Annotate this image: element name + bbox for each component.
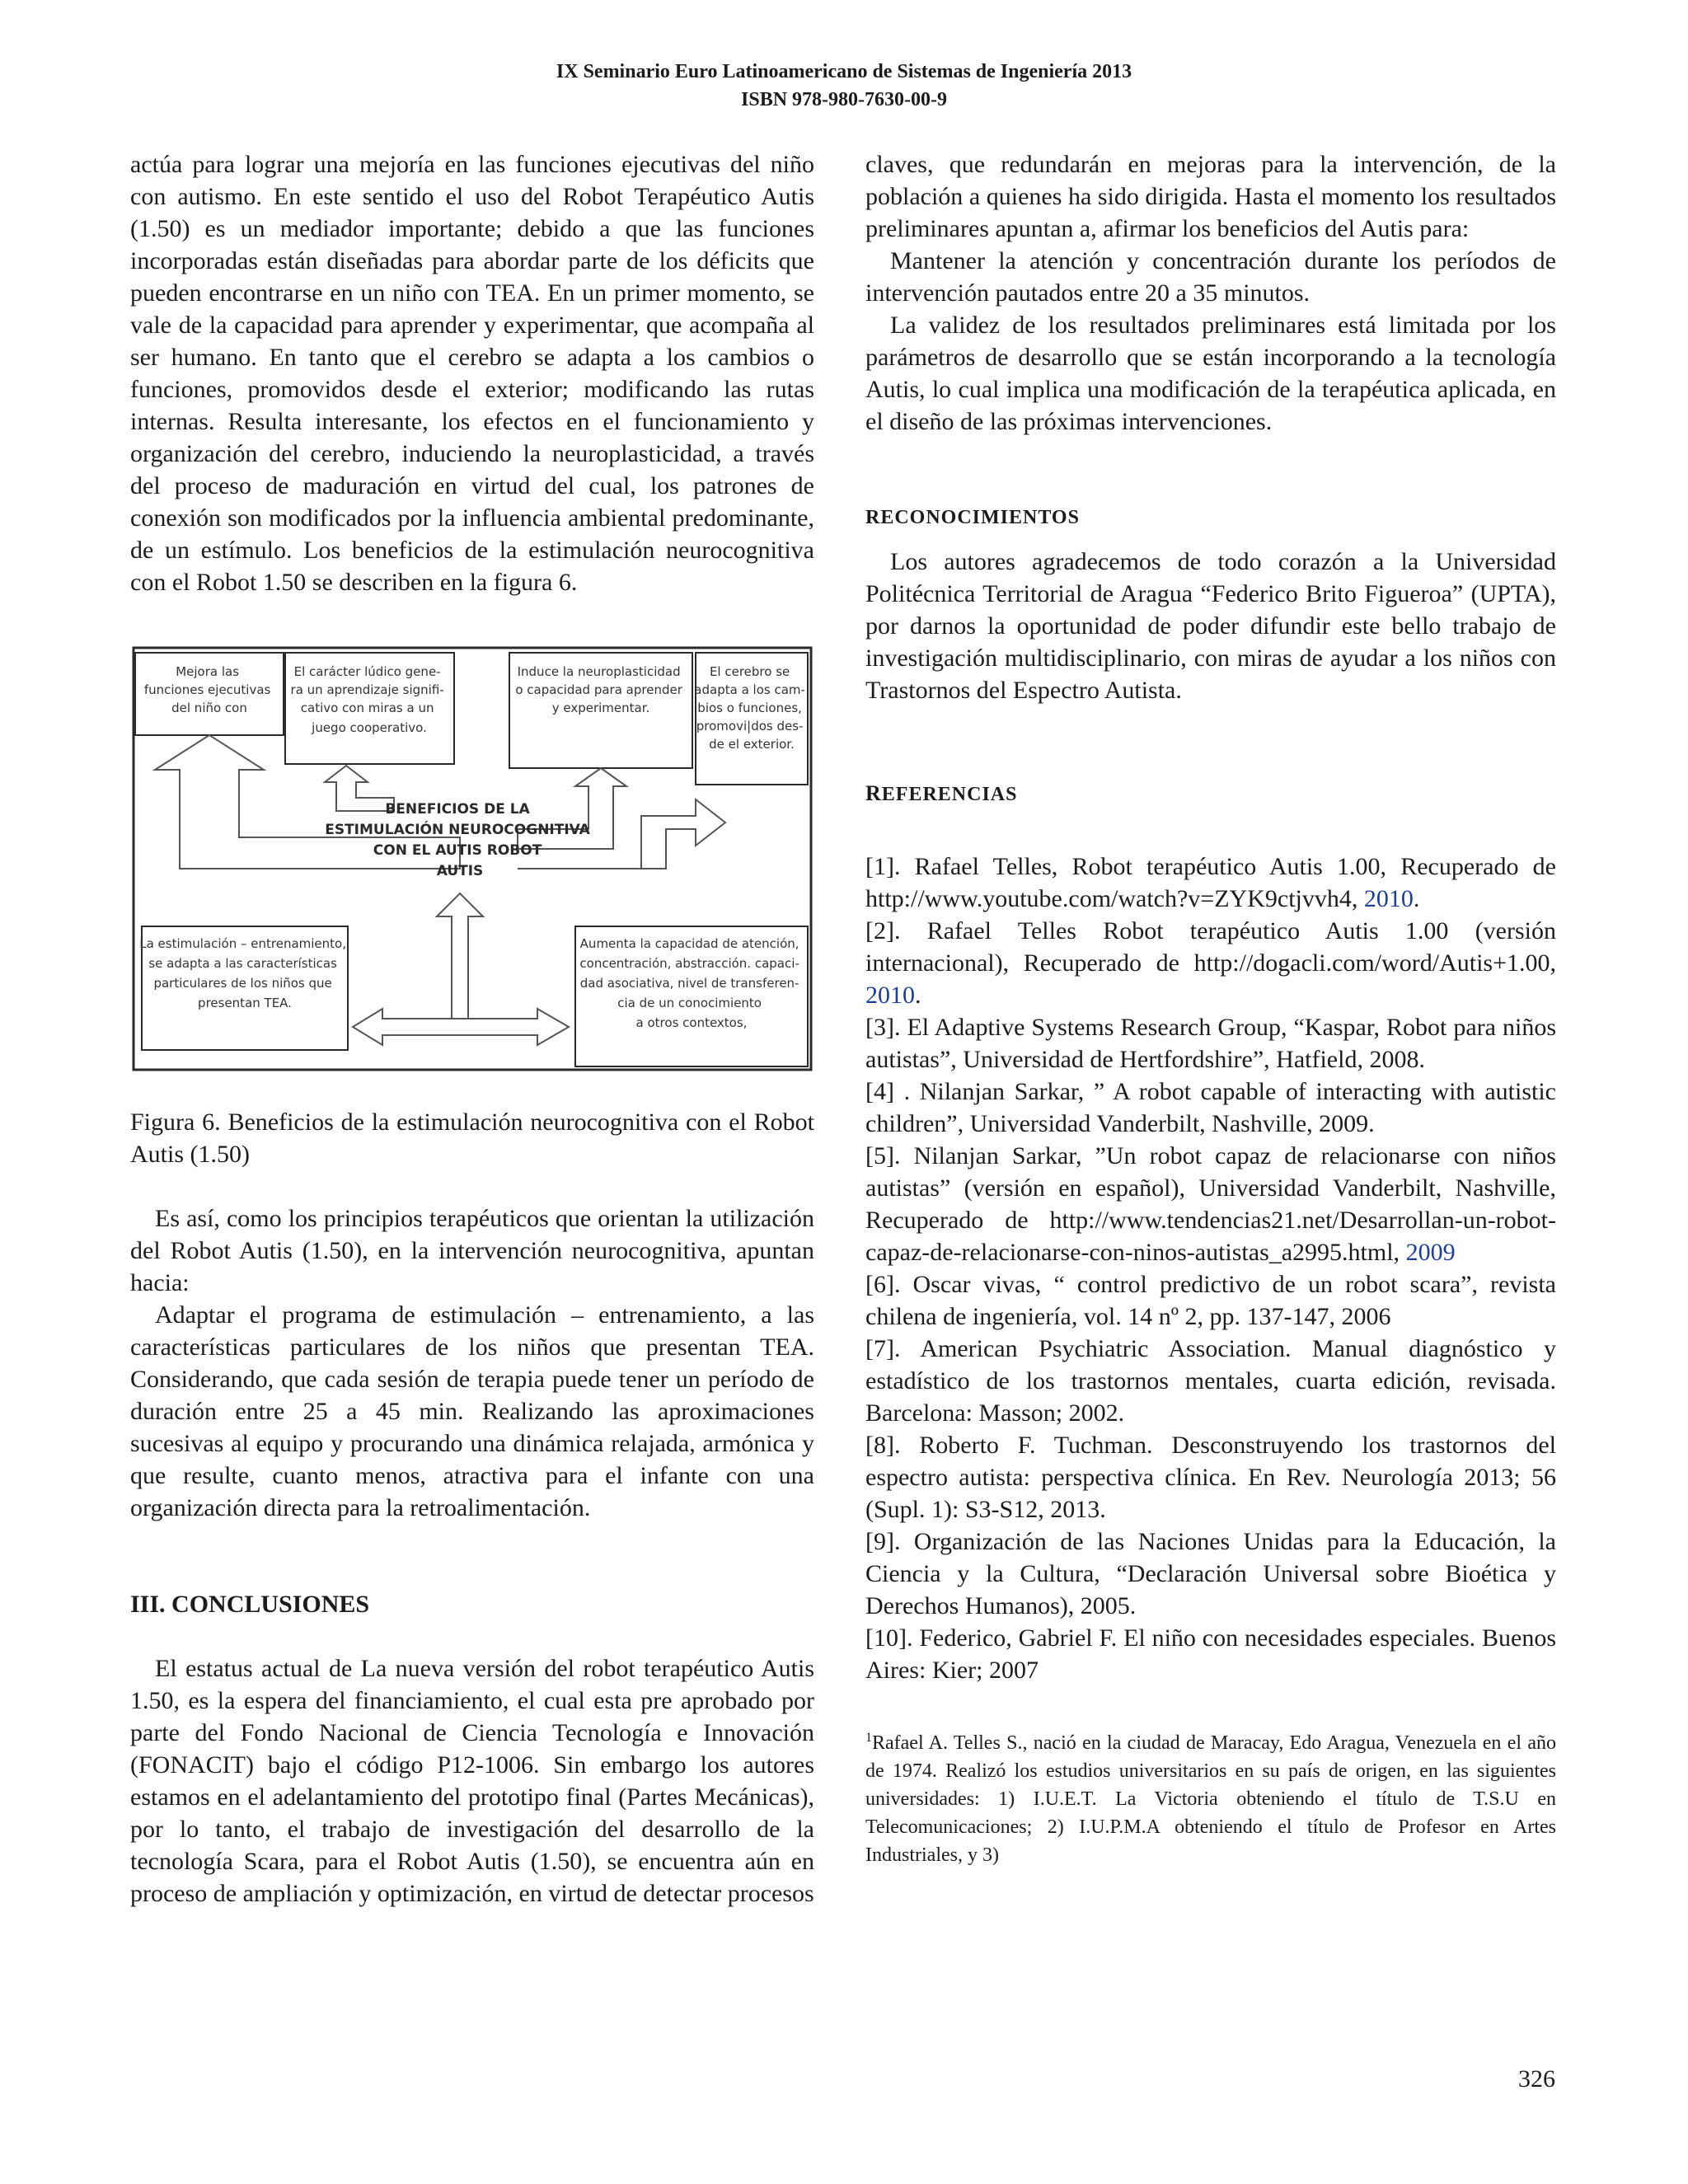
reference-2-end: . (915, 982, 921, 1009)
right-column (865, 148, 1556, 1869)
author-footnote (865, 1724, 1556, 1869)
reference-9: [9]. Organización de las Naciones Unidas para la Educación, la Ciencia y la Cultura, “Declaración Universal sobre Bioética y Derechos Humanos), 2005. (865, 1528, 1556, 1619)
acknowledgements-text: Los autores agradecemos de todo corazón a la Universidad Politécnica Territorial de Aragua “Federico Brito Figueroa” (UPTA), por darnos la oportunidad de poder difundir este bello trabajo de investigación multidisciplinario, con miras de ayudar a los niños con Trastornos del Espectro Autista. (865, 548, 1556, 704)
figure-6-svg (130, 646, 814, 1075)
reference-2-year: 2010 (865, 982, 915, 1009)
header-conference: IX Seminario Euro Latinoamericano de Sistemas de Ingeniería 2013 (556, 61, 1132, 82)
right-paragraph-2: Mantener la atención y concentración durante los períodos de intervención pautados entre 20 a 35 minutos. (865, 247, 1556, 307)
reference-7: [7]. American Psychiatric Association. Manual diagnóstico y estadístico de los trastornos mentales, cuarta edición, revisada. Barcelona: Masson; 2002. (865, 1335, 1556, 1427)
right-paragraph-3: La validez de los resultados preliminares está limitada por los parámetros de desarrollo que se están incorporando a la tecnología Autis, lo cual implica una modificación de la terapéutica aplicada, en el diseño de las próximas intervenciones. (865, 312, 1556, 435)
left-column (130, 148, 814, 1910)
reference-1-year: 2010 (1363, 885, 1414, 912)
reference-6: [6]. Oscar vivas, “ control predictivo de un robot scara”, revista chilena de ingeniería, vol. 14 nº 2, pp. 137-147, 2006 (865, 1271, 1556, 1330)
reference-8: [8]. Roberto F. Tuchman. Desconstruyendo los trastornos del espectro autista: perspectiva clínica. En Rev. Neurología 2013; 56 (Supl. 1): S3-S12, 2013. (865, 1432, 1556, 1523)
right-paragraph-1: claves, que redundarán en mejoras para la intervención, de la población a quienes ha sido dirigida. Hasta el momento los resultados preliminares apuntan a, afirmar los beneficios del Autis para: (865, 151, 1556, 242)
references-heading (865, 777, 1556, 811)
box-neuroplasticidad-text: Induce la neuroplasticidad o capacidad para aprender y experimentar. (515, 664, 682, 715)
footnote-text: Rafael A. Telles S., nació en la ciudad de Maracay, Edo Aragua, Venezuela en el año de 1974. Realizó los estudios universitarios en su país de origen, en las siguientes universidades: 1) I.U.E.T. La Victoria obteniendo el título de T.S.U en Telecomunicaciones; 2) I.U.P.M.A obteniendo el título de Profesor en Artes Industriales, y 3) (865, 1732, 1556, 1866)
figure-6-caption: Figura 6. Beneficios de la estimulación neurocognitiva con el Robot Autis (1.50) (130, 1108, 814, 1168)
left-paragraph-1: actúa para lograr una mejoría en las funciones ejecutivas del niño con autismo. En este sentido el uso del Robot Terapéutico Autis (1.50) es un mediador importante; debido a que las funciones incorporadas están diseñadas para abordar parte de los déficits que pueden encontrarse en un niño con TEA. En un primer momento, se vale de la capacidad para aprender y experimentar, que acompaña al ser humano. En tanto que el cerebro se adapta a los cambios o funciones, promovidos desde el exterior; modificando las rutas internas. Resulta interesante, los efectos en el funcionamiento y organización del cerebro, induciendo la neuroplasticidad, a través del proceso de maduración en virtud del cual, los patrones de conexión son modificados por la influencia ambiental predominante, de un estímulo. Los beneficios de la estimulación neurocognitiva con el Robot 1.50 se describen en la figura 6. (130, 151, 814, 596)
reference-10: [10]. Federico, Gabriel F. El niño con necesidades especiales. Buenos Aires: Kier; 2007 (865, 1624, 1556, 1684)
figure-center-title: BENEFICIOS DE LA ESTIMULACIÓN NEUROCOGNITIVA CON EL AUTIS ROBOT AUTIS (325, 801, 590, 879)
box-atencion-text: Aumenta la capacidad de atención, concentración, abstracción. capaci- dad asociativa, nivel de transferen- cia de un conocimiento a otros contextos, (579, 936, 799, 1030)
left-paragraph-3: Adaptar el programa de estimulación – entrenamiento, a las características particulares de los niños que presentan TEA. Considerando, que cada sesión de terapia puede tener un período de duración entre 25 a 45 min. Realizando las aproximaciones sucesivas al equipo y procurando una dinámica relajada, armónica y que resulte, cuanto menos, atractiva para el infante con una organización directa para la retroalimentación. (130, 1301, 814, 1521)
acknowledgements-heading: RECONOCIMIENTOS (865, 507, 1080, 528)
reference-2-text: [2]. Rafael Telles Robot terapéutico Autis 1.00 (versión internacional), Recuperado de http://dogacli.com/word/Autis+1.00, (865, 917, 1556, 977)
box-cerebro-text: El cerebro se adapta a los cam- bios o funciones, promovi|dos des- de el exterior. (694, 664, 805, 752)
header-isbn: ISBN 978-980-7630-00-9 (741, 89, 947, 110)
figure-6-diagram (130, 646, 814, 1075)
left-paragraph-4: El estatus actual de La nueva versión del robot terapéutico Autis 1.50, es la espera del financiamiento, el cual esta pre aprobado por parte del Fondo Nacional de Ciencia Tecnología e Innovación (FONACIT) bajo el código P12-1006. Sin embargo los autores estamos en el adelantamiento del prototipo final (Partes Mecánicas), por lo tanto, el trabajo de investigación del desarrollo de la tecnología Scara, para el Robot Autis (1.50), se encuentra aún en proceso de ampliación y optimización, en virtud de detectar procesos (130, 1655, 814, 1907)
references-heading-rest: EFERENCIAS (881, 784, 1018, 805)
reference-1-text: [1]. Rafael Telles, Robot terapéutico Autis 1.00, Recuperado de http://www.youtube.com/watch?v=ZYK9ctjvvh4, (865, 853, 1556, 912)
reference-5-text: [5]. Nilanjan Sarkar, ”Un robot capaz de relacionarse con niños autistas” (versión en español), Universidad Vanderbilt, Nashville, Recuperado de http://www.tendencias21.net/Desarrollan-un-robot-capaz-de-relacionarse-con-ninos-autistas_a2995.html, (865, 1142, 1556, 1266)
reference-1-end: . (1413, 885, 1420, 912)
left-paragraph-2: Es así, como los principios terapéuticos que orientan la utilización del Robot Autis (1.50), en la intervención neurocognitiva, apuntan hacia: (130, 1205, 814, 1296)
footnote-mark: 1 (865, 1731, 872, 1745)
box-mejora-text: Mejora las funciones ejecutivas del niño con (143, 664, 271, 715)
reference-5 (865, 1140, 1556, 1268)
page-number: 326 (1518, 2065, 1555, 2093)
references-heading-initial: R (865, 781, 882, 805)
page-header (0, 58, 1688, 114)
conclusions-heading: III. CONCLUSIONES (130, 1591, 370, 1618)
reference-2 (865, 915, 1556, 1011)
box-ludico-text: El carácter lúdico gene- ra un aprendizaje signifi- cativo con miras a un juego cooperativo. (290, 664, 444, 735)
box-estimulacion-text: La estimulación – entrenamiento, se adapta a las características particulares de los niños que presentan TEA. (139, 936, 346, 1010)
reference-5-year: 2009 (1405, 1239, 1456, 1266)
reference-3: [3]. El Adaptive Systems Research Group, “Kaspar, Robot para niños autistas”, Universidad de Hertfordshire”, Hatfield, 2008. (865, 1014, 1556, 1073)
reference-4: [4] . Nilanjan Sarkar, ” A robot capable of interacting with autistic children”, Universidad Vanderbilt, Nashville, 2009. (865, 1078, 1556, 1137)
reference-1 (865, 851, 1556, 915)
